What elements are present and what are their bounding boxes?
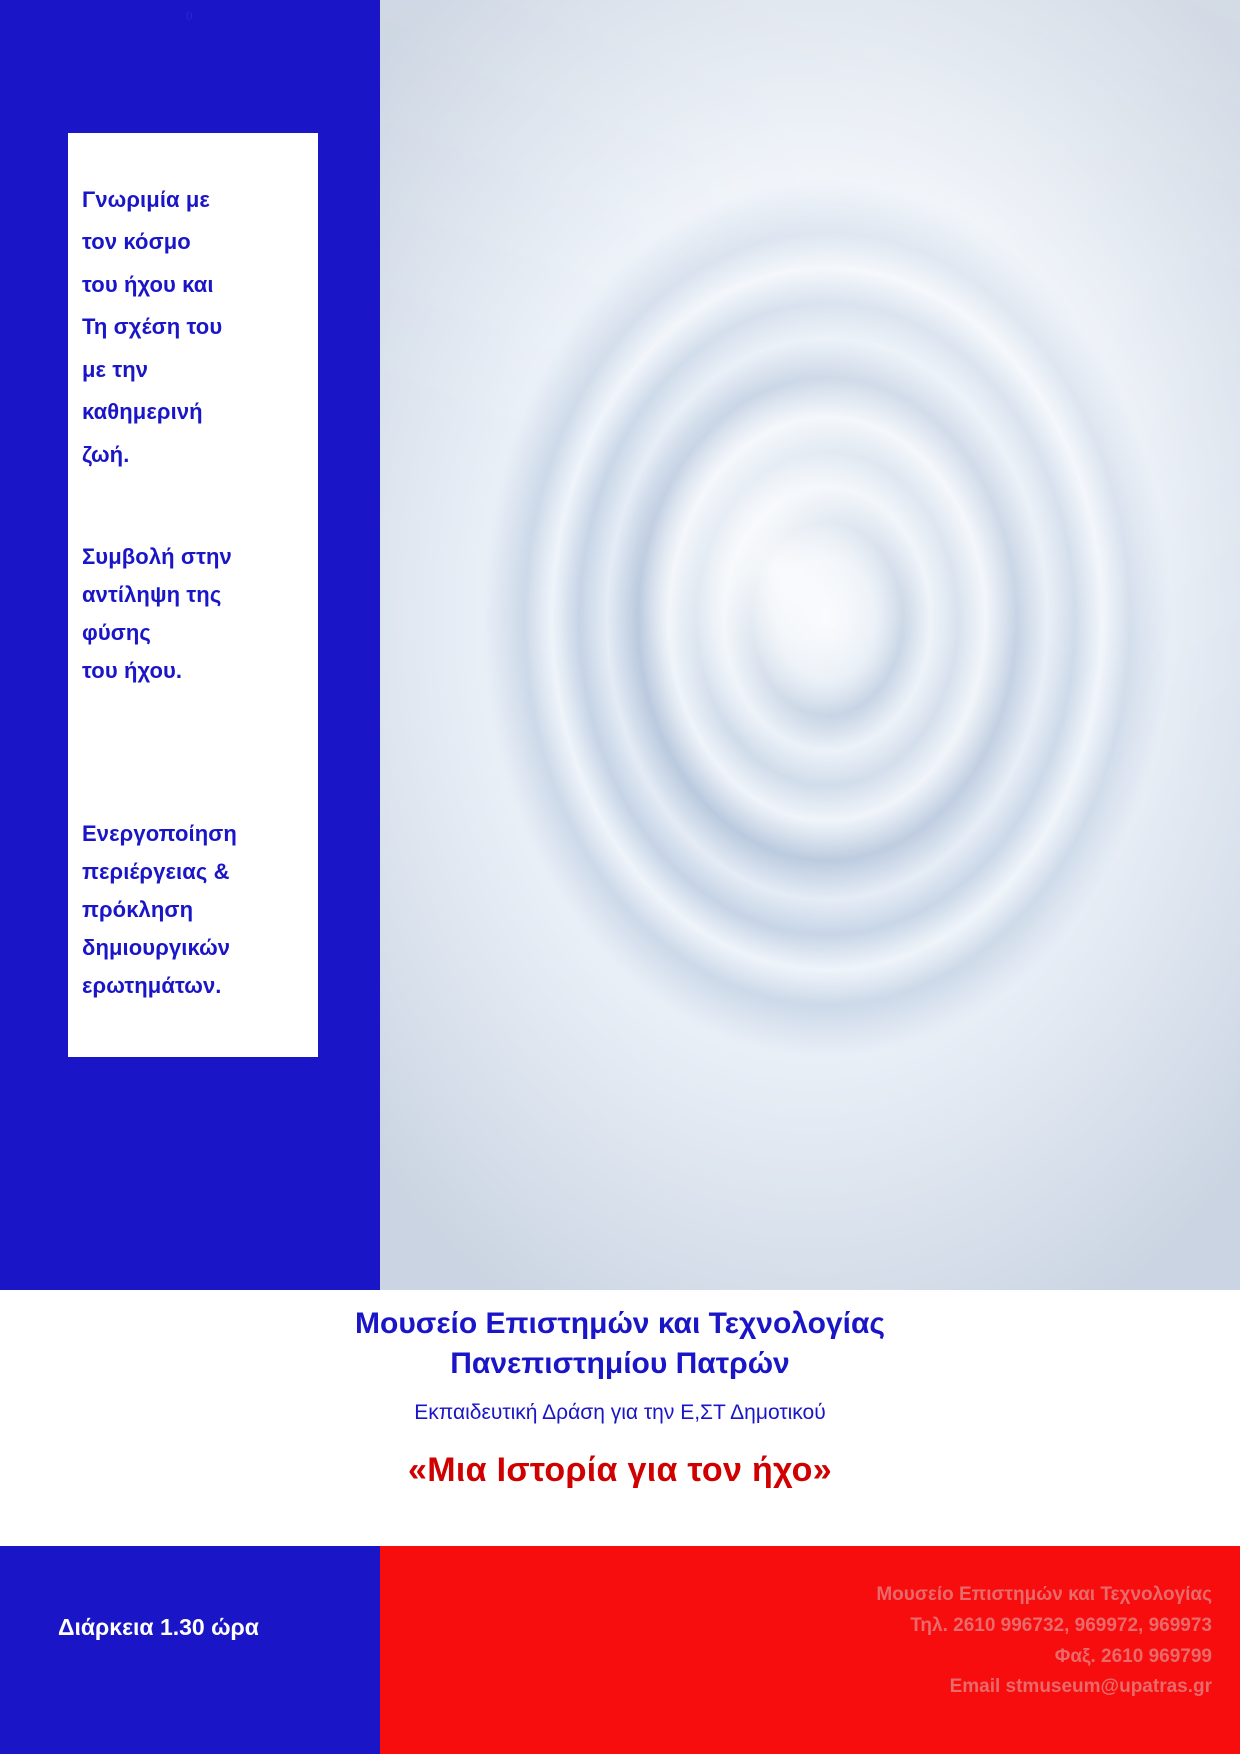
footer-bar	[0, 1546, 1240, 1754]
bullet-line: περιέργειας &	[82, 859, 230, 885]
bullet-line: καθημερινή	[82, 399, 203, 425]
bullet-line: Τη σχέση του	[82, 314, 223, 340]
contact-info	[876, 1580, 1212, 1703]
bullet-line: αντίληψη της	[82, 582, 222, 607]
bullet-line: Ενεργοποίηση	[82, 821, 237, 847]
bullet-line: πρόκληση	[82, 897, 194, 923]
bullet-line: ερωτημάτων.	[82, 972, 222, 998]
bullet-text-card	[68, 133, 318, 1057]
spacer	[82, 689, 296, 815]
bullet-line: του ήχου.	[82, 657, 183, 683]
bullet-line: δημιουργικών	[82, 934, 231, 960]
bullet-line: φύσης	[82, 619, 151, 645]
bullet-line: Συμβολή στην	[82, 544, 232, 570]
bullet-line: του ήχου και	[82, 271, 214, 297]
ripple-vignette-overlay	[380, 0, 1240, 1290]
bullet-line: ζωή.	[82, 441, 130, 467]
contact-line-phone: Τηλ. 2610 996732, 969972, 969973	[910, 1614, 1212, 1636]
event-title: «Μια Ιστορία για τον ήχο»	[408, 1451, 832, 1490]
bullet-block-3	[82, 815, 296, 1004]
museum-name-line1: Μουσείο Επιστημών και Τεχνολογίας	[355, 1307, 885, 1340]
contact-line-fax: Φαξ. 2610 969799	[1054, 1645, 1212, 1667]
footer-blue-panel	[0, 1546, 380, 1754]
program-subtitle: Εκπαιδευτική Δράση για την Ε,ΣΤ Δημοτικού	[414, 1401, 826, 1425]
museum-name-line2: Πανεπιστημίου Πατρών	[450, 1346, 790, 1380]
spacer	[82, 476, 296, 538]
bullet-line: τον κόσμο	[82, 229, 191, 255]
bullet-line: Γνωριμία με	[82, 187, 210, 212]
contact-line-museum: Μουσείο Επιστημών και Τεχνολογίας	[876, 1584, 1212, 1605]
bullet-block-1	[82, 179, 296, 476]
contact-line-email: Email stmuseum@upatras.gr	[949, 1676, 1212, 1698]
corner-mark: 0	[186, 8, 193, 23]
bullet-line: με την	[82, 356, 149, 382]
caption-block	[0, 1290, 1240, 1546]
bullet-block-2	[82, 538, 296, 689]
duration-text: Διάρκεια 1.30 ώρα	[58, 1614, 259, 1640]
